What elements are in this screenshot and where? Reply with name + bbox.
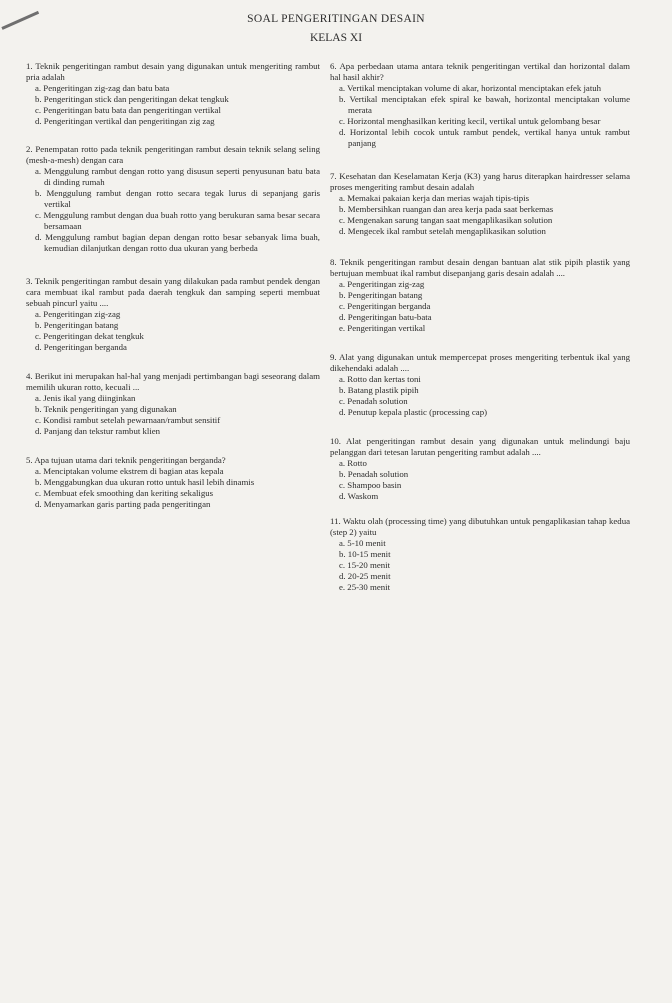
right-column bbox=[330, 61, 630, 605]
option-e[interactable]: e. Pengeritingan vertikal bbox=[339, 323, 426, 333]
option-b[interactable]: b. Menggabungkan dua ukuran rotto untuk hasil lebih dinamis bbox=[35, 477, 255, 487]
option-d[interactable]: d. Pengeritingan vertikal dan pengeritingan zig zag bbox=[35, 116, 215, 126]
question-stem: 11. Waktu olah (processing time) yang dibutuhkan untuk pengaplikasian tahap kedua (step 2) yaitu bbox=[330, 516, 630, 537]
option-d[interactable]: d. Penutup kepala plastic (processing cap) bbox=[339, 407, 488, 417]
option-a[interactable]: a. Rotto bbox=[339, 458, 367, 468]
option-d[interactable]: d. Menyamarkan garis parting pada pengeritingan bbox=[35, 499, 211, 509]
question-stem: 10. Alat pengeritingan rambut desain yang digunakan untuk melindungi baju pelanggan dari tetesan larutan pengeriting rambut adalah .... bbox=[330, 436, 630, 457]
option-b[interactable]: b. Penadah solution bbox=[339, 469, 409, 479]
option-b[interactable]: b. Pengeritingan batang bbox=[339, 290, 423, 300]
option-c[interactable]: c. Menggulung rambut dengan dua buah rotto yang berukuran sama besar secara bersamaan bbox=[35, 210, 320, 231]
option-c[interactable]: c. 15-20 menit bbox=[339, 560, 391, 570]
question-1 bbox=[26, 61, 320, 127]
question-2 bbox=[26, 144, 320, 254]
page-subtitle: KELAS XI bbox=[309, 32, 363, 44]
option-d[interactable]: d. Waskom bbox=[339, 491, 379, 501]
option-a[interactable]: a. Pengeritingan zig-zag dan batu bata bbox=[35, 83, 170, 93]
question-stem: 3. Teknik pengeritingan rambut desain yang dilakukan pada rambut pendek dengan cara membuat ikal rambut pada daerah tengkuk dan samping seperti membuat sebuah pincurl yaitu .... bbox=[26, 276, 320, 308]
question-stem: 2. Penempatan rotto pada teknik pengeritingan rambut desain teknik selang seling (mesh-a-mesh) dengan cara bbox=[26, 144, 320, 165]
question-5 bbox=[26, 455, 320, 510]
option-d[interactable]: d. Pengeritingan batu-bata bbox=[339, 312, 432, 322]
option-a[interactable]: a. Pengeritingan zig-zag bbox=[339, 279, 425, 289]
question-7 bbox=[330, 171, 630, 237]
option-d[interactable]: d. Pengeritingan berganda bbox=[35, 342, 127, 352]
question-stem: 8. Teknik pengeritingan rambut desain dengan bantuan alat stik pipih plastik yang bertujuan membuat ikal rambut disepanjang garis desain adalah .... bbox=[330, 257, 630, 278]
option-d[interactable]: d. Mengecek ikal rambut setelah mengaplikasikan solution bbox=[339, 226, 546, 236]
option-b[interactable]: b. Menggulung rambut dengan rotto secara tegak lurus di sepanjang garis vertikal bbox=[35, 188, 320, 209]
option-c[interactable]: c. Shampoo basin bbox=[339, 480, 402, 490]
option-a[interactable]: a. Menciptakan volume ekstrem di bagian atas kepala bbox=[35, 466, 224, 476]
option-b[interactable]: b. Batang plastik pipih bbox=[339, 385, 419, 395]
question-stem: 5. Apa tujuan utama dari teknik pengeritingan berganda? bbox=[26, 455, 226, 465]
option-a[interactable]: a. Jenis ikal yang diinginkan bbox=[35, 393, 136, 403]
question-4 bbox=[26, 371, 320, 437]
option-b[interactable]: b. Membersihkan ruangan dan area kerja pada saat berkemas bbox=[339, 204, 554, 214]
question-stem: 7. Kesehatan dan Keselamatan Kerja (K3) yang harus diterapkan hairdresser selama proses mengeriting rambut desain adalah bbox=[330, 171, 630, 192]
page-title: SOAL PENGERITINGAN DESAIN bbox=[247, 13, 425, 25]
option-c[interactable]: c. Pengeritingan berganda bbox=[339, 301, 431, 311]
option-a[interactable]: a. Pengeritingan zig-zag bbox=[35, 309, 121, 319]
option-a[interactable]: a. Rotto dan kertas toni bbox=[339, 374, 421, 384]
question-9 bbox=[330, 352, 630, 418]
question-stem: 6. Apa perbedaan utama antara teknik pengeritingan vertikal dan horizontal dalam hal hasil akhir? bbox=[330, 61, 631, 82]
option-c[interactable]: c. Pengeritingan dekat tengkuk bbox=[35, 331, 144, 341]
option-b[interactable]: b. Pengeritingan batang bbox=[35, 320, 119, 330]
option-a[interactable]: a. 5-10 menit bbox=[339, 538, 386, 548]
option-b[interactable]: b. Vertikal menciptakan efek spiral ke bawah, horizontal menciptakan volume merata bbox=[339, 94, 630, 115]
question-stem: 1. Teknik pengeritingan rambut desain yang digunakan untuk mengeriting rambut pria adalah bbox=[26, 61, 320, 82]
option-c[interactable]: c. Kondisi rambut setelah pewarnaan/rambut sensitif bbox=[35, 415, 221, 425]
question-3 bbox=[26, 276, 320, 353]
option-e[interactable]: e. 25-30 menit bbox=[339, 582, 391, 592]
option-b[interactable]: b. 10-15 menit bbox=[339, 549, 391, 559]
option-d[interactable]: d. Panjang dan tekstur rambut klien bbox=[35, 426, 161, 436]
option-b[interactable]: b. Pengeritingan stick dan pengeritingan dekat tengkuk bbox=[35, 94, 229, 104]
option-d[interactable]: d. Menggulung rambut bagian depan dengan rotto besar sebanyak lima buah, kemudian dilanjutkan dengan rotto dua ukuran yang berbeda bbox=[35, 232, 320, 253]
option-d[interactable]: d. 20-25 menit bbox=[339, 571, 391, 581]
question-8 bbox=[330, 257, 630, 334]
question-6 bbox=[330, 61, 630, 149]
page-header bbox=[0, 12, 672, 45]
option-c[interactable]: c. Pengeritingan batu bata dan pengeritingan vertikal bbox=[35, 105, 221, 115]
question-11 bbox=[330, 516, 630, 593]
option-a[interactable]: a. Menggulung rambut dengan rotto yang disusun seperti penyusunan batu bata di dinding rumah bbox=[35, 166, 320, 187]
option-a[interactable]: a. Memakai pakaian kerja dan merias wajah tipis-tipis bbox=[339, 193, 530, 203]
question-stem: 9. Alat yang digunakan untuk mempercepat proses mengeriting terbentuk ikal yang dikehendaki adalah .... bbox=[330, 352, 630, 373]
question-stem: 4. Berikut ini merupakan hal-hal yang menjadi pertimbangan bagi seseorang dalam memilih ukuran rotto, kecuali ... bbox=[26, 371, 320, 392]
option-a[interactable]: a. Vertikal menciptakan volume di akar, horizontal menciptakan efek jatuh bbox=[339, 83, 602, 93]
option-d[interactable]: d. Horizontal lebih cocok untuk rambut pendek, vertikal hanya untuk rambut panjang bbox=[339, 127, 630, 148]
left-column bbox=[26, 61, 320, 523]
option-c[interactable]: c. Horizontal menghasilkan keriting kecil, vertikal untuk gelombang besar bbox=[339, 116, 601, 126]
question-10 bbox=[330, 436, 630, 502]
option-c[interactable]: c. Membuat efek smoothing dan keriting sekaligus bbox=[35, 488, 214, 498]
option-c[interactable]: c. Mengenakan sarung tangan saat mengaplikasikan solution bbox=[339, 215, 553, 225]
option-c[interactable]: c. Penadah solution bbox=[339, 396, 408, 406]
option-b[interactable]: b. Teknik pengeritingan yang digunakan bbox=[35, 404, 177, 414]
